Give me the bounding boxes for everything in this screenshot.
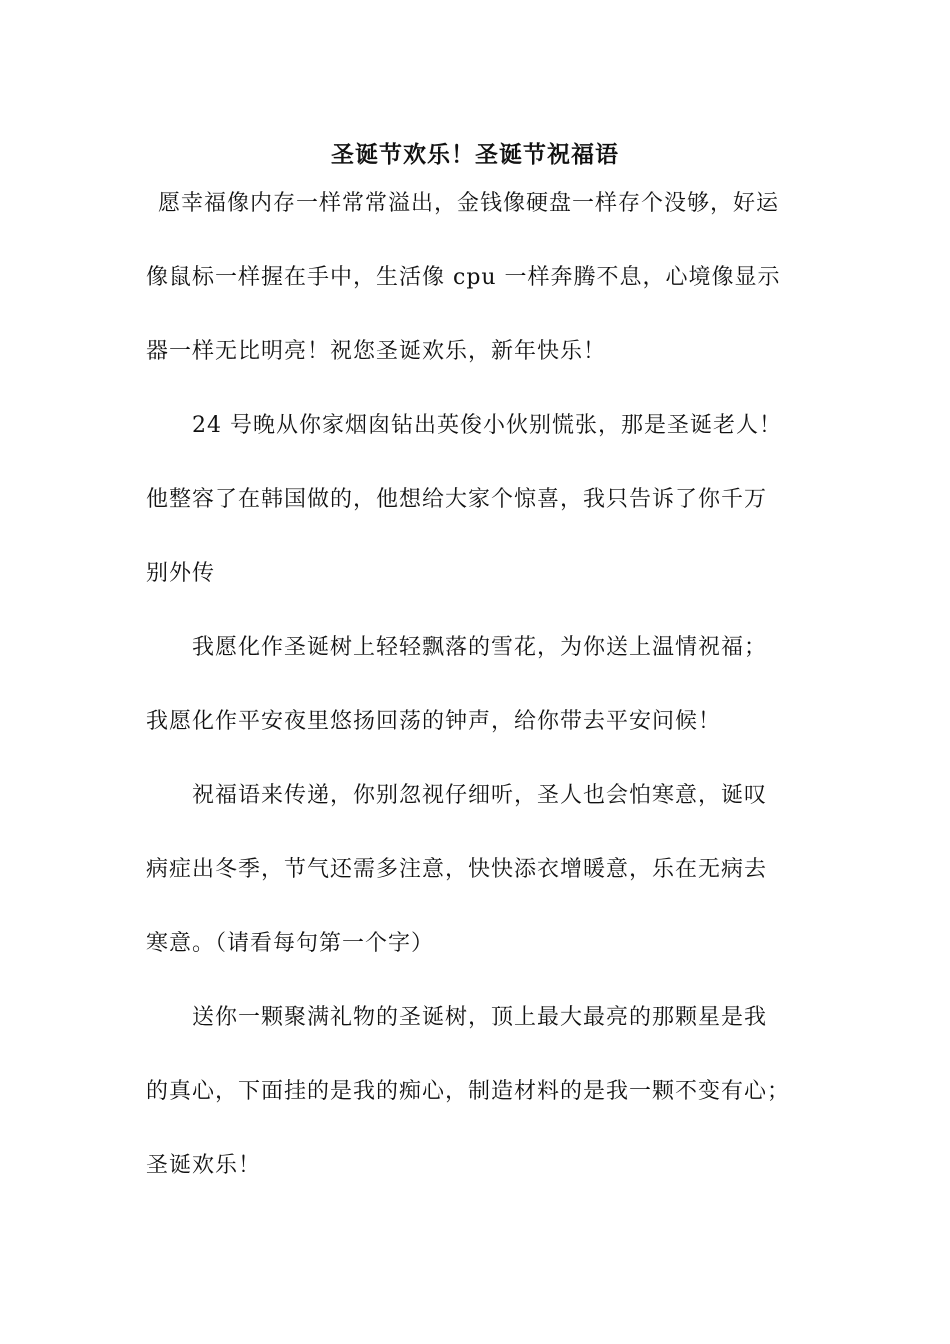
paragraph-2-line-2: 他整容了在韩国做的，他想给大家个惊喜，我只告诉了你千万: [146, 487, 768, 512]
paragraph-1-line-3: 器一样无比明亮！祝您圣诞欢乐，新年快乐！: [146, 339, 607, 364]
paragraph-5-line-1: 送你一颗聚满礼物的圣诞树，顶上最大最亮的那颗星是我: [192, 1005, 768, 1030]
paragraph-2-line-3: 别外传: [146, 561, 216, 586]
paragraph-1-line-1: 愿幸福像内存一样常常溢出，金钱像硬盘一样存个没够，好运: [158, 191, 780, 216]
paragraph-3-line-2: 我愿化作平安夜里悠扬回荡的钟声，给你带去平安问候！: [146, 709, 722, 734]
paragraph-4-line-3: 寒意。（请看每句第一个字）: [146, 931, 435, 956]
paragraph-2-line-1: 24 号晚从你家烟囱钻出英俊小伙别慌张，那是圣诞老人！: [192, 413, 782, 438]
paragraph-3-line-1: 我愿化作圣诞树上轻轻飘落的雪花，为你送上温情祝福；: [192, 635, 768, 660]
paragraph-5-line-3: 圣诞欢乐！: [146, 1153, 262, 1178]
paragraph-4-line-2: 病症出冬季，节气还需多注意，快快添衣增暖意，乐在无病去: [146, 857, 768, 882]
paragraph-4-line-1: 祝福语来传递，你别忽视仔细听，圣人也会怕寒意，诞叹: [192, 783, 768, 808]
paragraph-1-line-2: 像鼠标一样握在手中，生活像 cpu 一样奔腾不息，心境像显示: [146, 265, 781, 290]
paragraph-5-line-2: 的真心，下面挂的是我的痴心，制造材料的是我一颗不变有心；: [146, 1079, 791, 1104]
document-title: 圣诞节欢乐！圣诞节祝福语: [331, 141, 619, 168]
